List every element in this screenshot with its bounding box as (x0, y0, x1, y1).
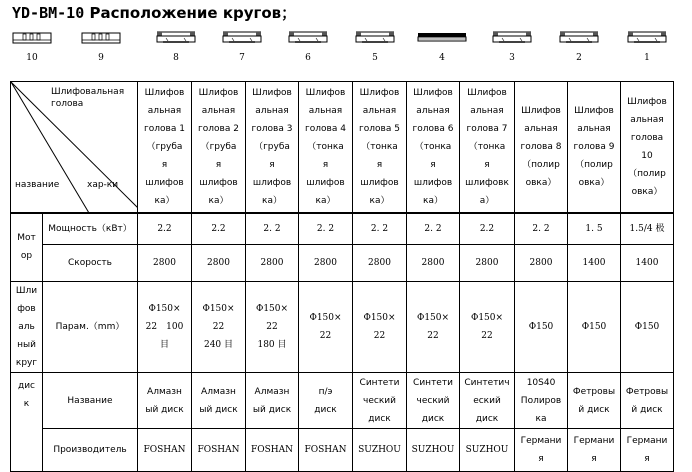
cell-line: альная (524, 123, 558, 134)
cell-line: Φ150 (581, 322, 607, 332)
corner-name-label: название (15, 179, 60, 190)
cell-line: голова (630, 132, 664, 143)
cell-line: голова 4 (305, 123, 346, 134)
cell-line: ка） (369, 195, 390, 206)
cell-line: Шлифов (144, 87, 185, 98)
cell-line: SUZHOU (411, 445, 455, 455)
wheel-position (150, 28, 202, 63)
wheel-number: 2 (576, 53, 582, 63)
cell-line: Шлифов (413, 87, 453, 98)
param-cell (353, 282, 407, 373)
power-cell: 2. 2 (353, 213, 407, 245)
power-cell: 2.2 (138, 213, 192, 245)
cell-line: （груба (200, 141, 237, 152)
wheel-position (6, 28, 58, 63)
speed-cell: 1400 (568, 245, 621, 282)
cell-line: я (269, 159, 275, 170)
cell-line: ый диск (145, 404, 184, 415)
param-cell (246, 282, 299, 373)
maker-cell (299, 429, 353, 472)
cell-line: круг (15, 358, 38, 368)
power-cell: 2.2 (192, 213, 246, 245)
power-cell: 2.2 (460, 213, 515, 245)
wheel-group-label (11, 282, 43, 373)
cell-line: Синтети (359, 377, 400, 388)
wheel-position (282, 28, 334, 63)
disc-name-cell (460, 373, 515, 429)
head-header-cell (568, 82, 621, 213)
param-cell (568, 282, 621, 373)
cell-line: шлифов (360, 177, 399, 188)
cell-line: фов (17, 304, 36, 314)
cell-line: я (161, 159, 168, 170)
motor-group-label (11, 213, 43, 282)
cell-line: голова 1 (144, 123, 185, 134)
cell-line: овка） (578, 177, 610, 188)
cell-line: я (591, 454, 597, 464)
wheel-position (349, 28, 401, 63)
cell-line: Полиров (520, 395, 562, 406)
cell-line: 22 (481, 331, 493, 341)
cell-line: шлифов (145, 177, 184, 188)
cell-line: Шлифов (359, 87, 400, 98)
maker-cell (460, 429, 515, 472)
cell-line: FOSHAN (143, 445, 186, 455)
flat-wheel-icon (416, 28, 468, 46)
speed-cell: 2800 (138, 245, 192, 282)
cell-line: 22 (319, 331, 332, 341)
wheel-number: 6 (305, 53, 311, 63)
cell-line: Шлифов (305, 87, 346, 98)
speed-cell: 2800 (407, 245, 460, 282)
power-cell: 2. 2 (299, 213, 353, 245)
cell-line: диск (368, 413, 391, 424)
wheel-layout-row (0, 28, 692, 68)
cell-line: Германи (520, 436, 562, 446)
brush-wheel-icon (6, 28, 58, 46)
cell-line: диск (475, 413, 499, 424)
page-title (12, 2, 296, 23)
cell-line: ный (17, 340, 36, 350)
cup-wheel-icon (349, 28, 401, 46)
cell-line: я (538, 454, 544, 464)
wheel-number: 3 (509, 53, 515, 63)
disc-name-cell (568, 373, 621, 429)
maker-cell (246, 429, 299, 472)
param-cell (138, 282, 192, 373)
cell-line: я (644, 454, 650, 464)
corner-top-label: Шлифовальная голова (51, 87, 125, 109)
disc-name-cell (246, 373, 299, 429)
wheel-number: 10 (26, 53, 38, 63)
cell-line: 22 (373, 331, 386, 341)
cell-line: ческий (363, 395, 396, 406)
speed-cell: 1400 (621, 245, 674, 282)
corner-spec-label: хар-ки (87, 179, 119, 190)
cell-line: Шлифов (198, 87, 239, 98)
cup-wheel-icon (150, 28, 202, 46)
cell-line: голова 3 (251, 123, 293, 134)
wheel-number: 7 (239, 53, 245, 63)
cell-line: Алмазн (201, 386, 236, 397)
cell-line: й диск (631, 404, 663, 415)
cell-line: й диск (578, 404, 610, 415)
cell-line: голова 2 (198, 123, 239, 134)
cell-line: Синтети (413, 377, 453, 388)
cell-line: ка） (154, 195, 175, 206)
cell-line: （тонка (414, 141, 452, 152)
cell-line: 10S40 (526, 377, 556, 388)
cup-wheel-icon (553, 28, 605, 46)
cell-line: п/э (318, 386, 333, 397)
cell-line: ка） (315, 195, 336, 206)
cell-line: аль (18, 322, 35, 332)
cell-line: Φ150 (634, 322, 660, 332)
power-cell: 2. 2 (407, 213, 460, 245)
cell-line: диск (421, 413, 445, 424)
cell-line: Германи (573, 436, 615, 446)
cell-line: ка (535, 413, 547, 424)
cell-line: ка） (262, 195, 282, 206)
cell-line: Φ150× (363, 313, 396, 323)
cell-line: голова 8 (520, 141, 562, 152)
power-cell: 1.5/4 极 (621, 213, 674, 245)
cell-line: Шлифов (252, 87, 292, 98)
head-header-cell (246, 82, 299, 213)
cell-line: （полир (522, 159, 560, 170)
param-cell (192, 282, 246, 373)
cell-line: Алмазн (147, 386, 182, 397)
cell-line: альная (362, 105, 397, 116)
cell-line: овка） (525, 177, 557, 188)
cell-line: Шлифов (574, 105, 614, 116)
wheel-position (75, 28, 127, 63)
disc-name-row (11, 373, 674, 429)
cell-line: （тонка (307, 141, 344, 152)
cell-line: а） (479, 195, 495, 206)
speed-cell: 2800 (299, 245, 353, 282)
params-label: Парам.（mm） (43, 282, 138, 373)
cell-line: голова 6 (412, 123, 454, 134)
cell-line: （тонка (361, 141, 398, 152)
cell-line: Шлифов (627, 96, 667, 107)
cell-line: ческий (416, 395, 450, 406)
param-cell (299, 282, 353, 373)
cell-line: ор (20, 251, 33, 262)
corner-cell (11, 82, 138, 213)
cell-line: шлифов (306, 177, 345, 188)
cell-line: шлифов (199, 177, 238, 188)
power-cell: 2. 2 (515, 213, 568, 245)
cell-line: （груба (254, 141, 290, 152)
cell-line: （полир (628, 168, 666, 179)
disc-name-cell (353, 373, 407, 429)
head-header-cell (353, 82, 407, 213)
speed-cell: 2800 (353, 245, 407, 282)
cell-line: голова 7 (466, 123, 508, 134)
wheel-number: 9 (98, 53, 104, 63)
cell-line: я (484, 159, 490, 170)
cell-line: （тонка (468, 141, 506, 152)
wheel-position (416, 28, 468, 63)
wheel-number: 4 (439, 53, 445, 63)
cell-line: 240 目 (203, 340, 234, 350)
wheel-number: 8 (173, 53, 179, 63)
heads-row (11, 82, 674, 213)
model-code: YD-BM-10 (12, 4, 85, 22)
power-cell: 1. 5 (568, 213, 621, 245)
cell-line: 180 目 (257, 340, 287, 350)
head-header-cell (299, 82, 353, 213)
cup-wheel-icon (282, 28, 334, 46)
cell-line: Φ150× (309, 313, 342, 323)
speed-cell: 2800 (192, 245, 246, 282)
cell-line: Алмазн (254, 386, 290, 397)
maker-cell (138, 429, 192, 472)
cell-line: Синтетич (464, 377, 510, 388)
param-cell (460, 282, 515, 373)
cup-wheel-icon (216, 28, 268, 46)
cell-line: Шли (15, 286, 38, 296)
param-cell (515, 282, 568, 373)
cell-line: дис (17, 381, 36, 391)
wheel-number: 5 (372, 53, 378, 63)
cell-line: （полир (575, 159, 613, 170)
speed-label: Скорость (43, 245, 138, 282)
cell-line: 22 (212, 322, 225, 332)
speed-cell: 2800 (515, 245, 568, 282)
cell-line: Φ150× (255, 304, 289, 314)
disc-name-cell (192, 373, 246, 429)
maker-cell (407, 429, 460, 472)
head-header-cell (407, 82, 460, 213)
cell-line: Φ150× (148, 304, 181, 314)
cell-line: 22 100 (145, 322, 184, 332)
cell-line: Φ150 (528, 322, 554, 332)
speed-cell: 2800 (460, 245, 515, 282)
cell-line: альная (416, 105, 450, 116)
maker-label: Производитель (43, 429, 138, 472)
cell-line: шлифов (252, 177, 292, 188)
param-cell (621, 282, 674, 373)
head-header-cell (460, 82, 515, 213)
power-row (11, 213, 674, 245)
cell-line: Φ150× (416, 313, 450, 323)
cell-line: альная (470, 105, 504, 116)
spec-table (10, 81, 674, 472)
cell-line: SUZHOU (465, 445, 509, 455)
disc-name-cell (299, 373, 353, 429)
cell-line: SUZHOU (358, 445, 401, 455)
cell-line: ка） (208, 195, 229, 206)
disc-name-cell (621, 373, 674, 429)
disc-name-label: Название (43, 373, 138, 429)
cell-line: Φ150× (470, 313, 504, 323)
head-header-cell (621, 82, 674, 213)
param-cell (407, 282, 460, 373)
speed-row (11, 245, 674, 282)
cup-wheel-icon (621, 28, 673, 46)
disc-name-cell (407, 373, 460, 429)
head-header-cell (515, 82, 568, 213)
wheel-number: 1 (644, 53, 650, 63)
maker-cell (568, 429, 621, 472)
cell-line: голова 9 (573, 141, 615, 152)
cell-line: Фетровы (572, 386, 616, 397)
cell-line: овка） (631, 186, 663, 197)
maker-cell (353, 429, 407, 472)
maker-cell (621, 429, 674, 472)
cell-line: （груба (146, 141, 183, 152)
cell-line: Германи (626, 436, 668, 446)
maker-row (11, 429, 674, 472)
cell-line: Φ150× (202, 304, 235, 314)
params-row (11, 282, 674, 373)
cell-line: шлифов (413, 177, 453, 188)
cell-line: голова 5 (359, 123, 400, 134)
cell-line: альная (630, 114, 664, 125)
head-header-cell (138, 82, 192, 213)
cell-line: альная (577, 123, 611, 134)
disc-group-label (11, 373, 43, 472)
brush-wheel-icon (75, 28, 127, 46)
cell-line: 目 (159, 340, 169, 350)
cell-line: я (322, 159, 329, 170)
cell-line: альная (147, 105, 182, 116)
cell-line: Фетровы (625, 386, 669, 397)
wheel-position (486, 28, 538, 63)
wheel-position (621, 28, 673, 63)
cell-line: FOSHAN (197, 445, 240, 455)
maker-cell (192, 429, 246, 472)
cell-line: Шлифов (467, 87, 507, 98)
cell-line: диск (314, 404, 337, 415)
power-label: Мощность（кВт） (43, 213, 138, 245)
power-cell: 2. 2 (246, 213, 299, 245)
cell-line: шлифовк (465, 177, 509, 188)
cell-line: ый диск (199, 404, 238, 415)
cell-line: я (430, 159, 436, 170)
cell-line: я (215, 159, 222, 170)
cell-line: FOSHAN (304, 445, 347, 455)
cup-wheel-icon (486, 28, 538, 46)
cell-line: 22 (266, 322, 278, 332)
wheel-position (216, 28, 268, 63)
cell-line: FOSHAN (250, 445, 293, 455)
disc-name-cell (515, 373, 568, 429)
cell-line: альная (201, 105, 236, 116)
cell-line: Мот (17, 233, 36, 244)
maker-cell (515, 429, 568, 472)
cell-line: альная (308, 105, 343, 116)
title-text: Расположение кругов； (89, 4, 297, 22)
cell-line: 22 (427, 331, 439, 341)
disc-name-cell (138, 373, 192, 429)
cell-line: ый диск (252, 404, 292, 415)
cell-line: еский (473, 395, 501, 406)
cell-line: к (23, 399, 30, 409)
wheel-position (553, 28, 605, 63)
cell-line: я (376, 159, 383, 170)
speed-cell: 2800 (246, 245, 299, 282)
cell-line: ка） (423, 195, 443, 206)
cell-line: альная (255, 105, 289, 116)
cell-line: Шлифов (521, 105, 561, 116)
head-header-cell (192, 82, 246, 213)
cell-line: 10 (641, 150, 653, 161)
